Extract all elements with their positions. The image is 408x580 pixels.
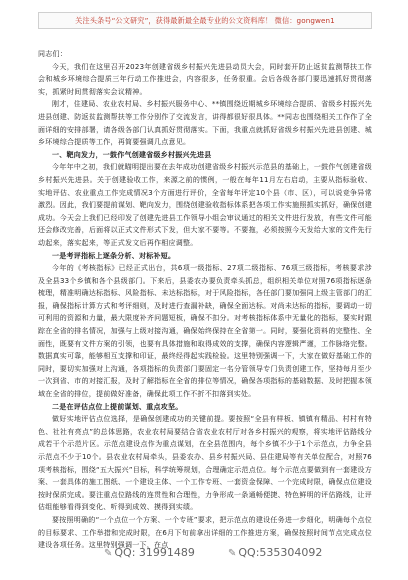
body-paragraph: 刚才，住建局、农业农村局、乡村振兴服务中心、**镇围绕近期城乡环境综合提质、省级乡村振兴先进县创建、防返贫监测帮扶等工作分别作了交流发言，讲得都很好很具体。**同志也围绕相关工作作了全面详细的安排部署，请各级各部门认真抓好贯彻落实。下面，我重点就抓好省级乡村振兴先进县创建、城乡环境综合提质等工作，再简要强调几点意见。 <box>38 100 372 147</box>
sub-heading: 二是在评估点位上提前谋划、重点攻坚。 <box>52 402 183 411</box>
pen-icon: ✎ <box>104 548 113 559</box>
top-banner: 关注头条号“公文研究”，获得最新最全最专业的公文资料库！ 微信：gongwen1 <box>38 12 372 29</box>
footer <box>0 540 408 566</box>
pen-icon: ✎ <box>228 548 237 559</box>
document-body <box>38 48 372 552</box>
footer-qq-1 <box>104 546 195 559</box>
body-paragraph: 今年的《考核指标》已经正式出台，共6项一级指标、27项二级指标、76项三级指标，考核要求涉及全县33个乡镇和各个县级部门。下来后，县委农办要负责牵头抓总，组织相关单位对照76项指标逐条梳理，精准明确达标指标、风险指标、未达标指标，对于风险指标，各任部门要加强同上级主管部门的汇报，确保指标计算方式和考评细则，及时进行查漏补缺，确保全面达标。对尚未达标的指标，要调动一切可利用的资源和力量，最大限度补齐问题短板，确保不扣分。对考核指标体系中无量化的指标，要实时跟踪在全省的排名情况，加强与上级对接沟通，确保始终保持在全省第一。同时，要强化资料的完整性、全面性，既要有文件方案的引领，也要有具体措施和取得成效的支撑，确保内容逻辑严谨，工作脉络完整。数据真实可靠，能够相互支撑和印证，最终经得起实践检验。这里特别强调一下，大家在做好基础工作的同时，要切实加强对上沟通，各项指标的负责部门要固定一名分管领导专门负责创建工作，坚持每月至少一次到省、市的对接汇报，及时了解指标在全省的排位等情况，确保各项指标的基础数据、及时把握本领域在全省的排位，提前做好准备，确保此项工作不折不扣落到实处。 <box>38 264 372 399</box>
salutation: 同志们： <box>38 50 67 58</box>
body-paragraph: 做好实地评估点位选择，是确保创建成功的关键前提。要按照“全县有样板、镇镇有精品、村村有特色、社社有亮点”的总体思路，农业农村局要结合省农业农村厅对各乡村振兴的观察，将实地评估路线分成若干个示范片区。示范点建设点作为重点谋划，在全县范围内，每个乡镇不少于1个示范点，力争全县示范点不少于10个。县农业农村局牵头，县委农办、县乡村振兴局、县住建局等有关单位配合，对照76项考核指标，围绕“五大振兴”目标，科学统筹规划，合理确定示范点位。每个示范点要做到有一套建设方案、一套具体的施工图纸、一个建设主体、一个工作专班、一套资金保障、一个完成时限，确保点位建设按时保质完成。要注重点位路线的连贯性和合理性，力争形成一条通畅便捷、特色鲜明的评估路线，让评估组能够看得到变化、听得到成效、摸得到实绩。 <box>38 415 373 512</box>
sub-heading: 一是考评指标上逐条分析、对标补短。 <box>52 251 176 260</box>
qq-number-2: QQ:535304092 <box>238 546 323 559</box>
body-paragraph: 今年年中之初，我们就瞄明提出要在去年成功创建省级乡村振兴示范县的基础上，一鼓作气创建省级乡村振兴先进县。关于创建验收工作，来源之前的惯例，一般在每年11月左右启动，主要从指标验收、实地评估、农业重点工作完成情况3个方面进行评价，全省每年评定10个县（市、区），可以说竞争异常激烈。因此，我们要提前谋划、靶向发力，围绕创建验收指标体系把各项工作实施照抓实抓好，确保创建成功。今天会上我们已经印发了创建先进县工作领导小组会审议通过的相关文件进行发放，有些文件可能还会修改完善，后面将以正式文件形式下发，但大家不要等。不要拖，必须按照今天发给大家的文件先行动起来，落实起来，等正式发文后再作相应调整。 <box>38 163 372 247</box>
footer-qq-2 <box>228 546 322 559</box>
qq-number-1: QQ: 31991489 <box>114 546 195 559</box>
body-paragraph: 要按照明确的“一个点位一个方案、一个专班”要求，把示范点的建设任务进一步细化，明确每个点位的目标要求、工作举措和完成时限，在6月下旬前拿出详细的工作推进方案，确保按照时间节点完成点位建设各项任务。这里特别强调一下，在点 <box>38 515 372 550</box>
section-heading: 一、靶向发力，一鼓作气创建省级乡村振兴先进县 <box>52 150 212 159</box>
body-paragraph: 今天，我们在这里召开2023年创建省级乡村振兴先进县动员大会，同时套开防止返贫监测帮扶工作会和城乡环境综合提质三年行动工作推进会，内容很多，任务很重。会后各级各部门要迅速抓好贯彻落实，抓紧时间贯彻落实会议精神。 <box>38 62 372 96</box>
